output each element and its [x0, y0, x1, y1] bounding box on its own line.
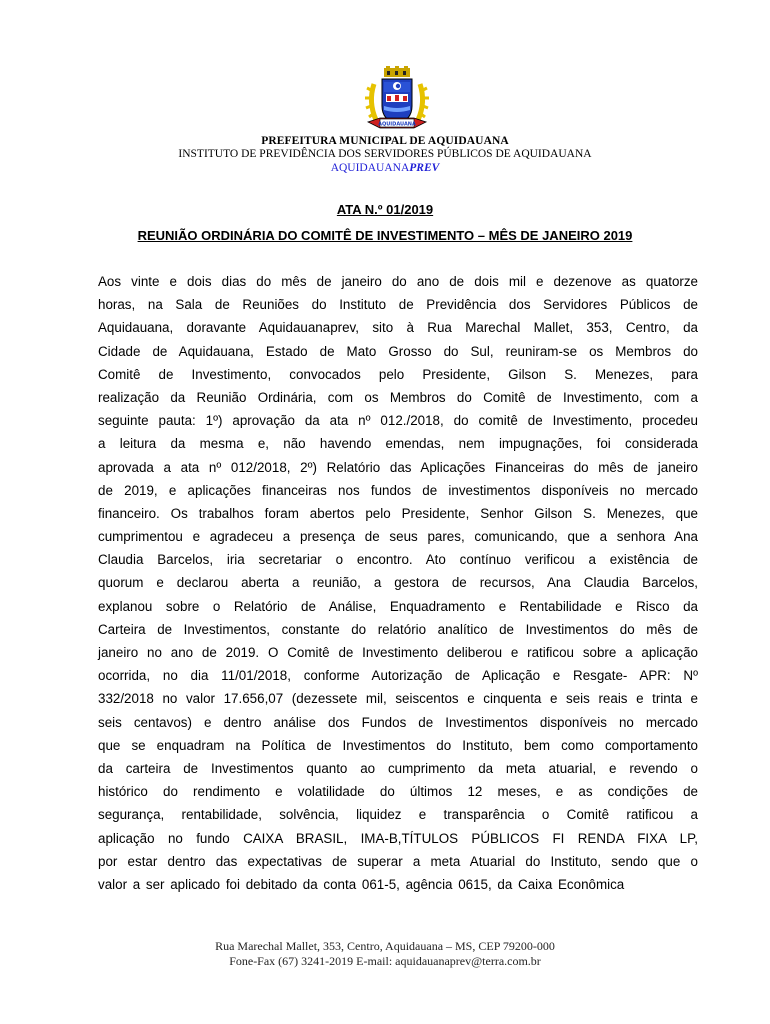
footer-address: Rua Marechal Mallet, 353, Centro, Aquidauana – MS, CEP 79200-000 [215, 939, 555, 953]
body-line: cumprimentou e agradeceu a presença de seus pares, comunicando, que a senhora Ana [98, 529, 698, 545]
body-line: horas, na Sala de Reuniões do Instituto de Previdência dos Servidores Públicos de [98, 297, 698, 313]
body-line: seis centavos) e dentro análise dos Fundos de Investimentos disponíveis no mercado [98, 714, 698, 730]
instituto-name: INSTITUTO DE PREVIDÊNCIA DOS SERVIDORES PÚBLICOS DE AQUIDAUANA [178, 148, 592, 160]
body-line: a leitura da mesma e, não havendo emendas, nem impugnações, foi considerada [98, 436, 698, 452]
body-line: financeiro. Os trabalhos foram abertos pelo Presidente, Senhor Gilson S. Menezes, que [98, 505, 698, 521]
body-line: histórico do rendimento e volatilidade do últimos 12 meses, e as condições de [98, 784, 698, 800]
footer-contact: Fone-Fax (67) 3241-2019 E-mail: aquidauanaprev@terra.com.br [229, 954, 541, 968]
body-line: janeiro no ano de 2019. O Comitê de Investimento deliberou e ratificou sobre a aplicação [98, 645, 698, 660]
municipal-coat-of-arms-icon [362, 66, 432, 136]
body-line: explanou sobre o Relatório de Análise, Enquadramento e Rentabilidade e Risco da [98, 598, 698, 614]
body-line: Aos vinte e dois dias do mês de janeiro do ano de dois mil e dezenove as quatorze [98, 274, 698, 289]
document-title: ATA N.º 01/2019 [336, 202, 434, 217]
body-line: 332/2018 no valor 17.656,07 (dezessete mil, seiscentos e cinquenta e seis reais e trinta e [98, 691, 698, 707]
body-line: Carteira de Investimentos, constante do relatório analítico de Investimentos do mês de [98, 621, 698, 637]
document-subtitle: REUNIÃO ORDINÁRIA DO COMITÊ DE INVESTIMENTO – MÊS DE JANEIRO 2019 [137, 228, 633, 243]
body-line: realização da Reunião Ordinária, com os Membros do Comitê de Investimento, com a [98, 389, 698, 405]
body-line: segurança, rentabilidade, solvência, liquidez e transparência o Comitê ratificou a [98, 807, 698, 823]
crest-ribbon-text: AQUIDAUANA [378, 121, 416, 128]
body-line: quorum e declarou aberta a reunião, a gestora de recursos, Ana Claudia Barcelos, [98, 575, 698, 591]
body-line: seguinte pauta: 1º) aprovação da ata nº 012./2018, do comitê de Investimento, procedeu [98, 413, 698, 429]
body-line: aprovada a ata nº 012/2018, 2º) Relatório das Aplicações Financeiras do mês de janeiro [98, 459, 698, 475]
prefeitura-name: PREFEITURA MUNICIPAL DE AQUIDAUANA [261, 135, 509, 147]
acronym-main: AQUIDAUANA [330, 162, 410, 174]
body-line: aplicação no fundo CAIXA BRASIL, IMA-B,TÍTULOS PÚBLICOS FI RENDA FIXA LP, [98, 830, 698, 846]
body-line: valor a ser aplicado foi debitado da conta 061-5, agência 0615, da Caixa Econômica [98, 876, 625, 892]
body-line: por estar dentro das expectativas de superar a meta Atuarial do Instituto, sendo que o [98, 853, 698, 869]
body-line: Aquidauana, doravante Aquidauanaprev, sito à Rua Marechal Mallet, 353, Centro, da [98, 320, 698, 336]
instituto-acronym [0, 162, 770, 174]
body-line: Claudia Barcelos, iria secretariar o encontro. Ato contínuo verificou a existência de [98, 552, 698, 568]
body-line: Cidade de Aquidauana, Estado de Mato Grosso do Sul, reuniram-se os Membros do [98, 343, 698, 359]
body-line: que se enquadram na Política de Investimentos do Instituto, bem como comportamento [98, 737, 698, 753]
acronym-suffix: PREV [409, 162, 440, 174]
minutes-body [98, 270, 698, 896]
body-line: ocorrida, no dia 11/01/2018, conforme Autorização de Aplicação e Resgate- APR: Nº [98, 668, 698, 684]
body-line: da carteira de Investimentos quanto ao cumprimento da meta atuarial, e revendo o [98, 760, 698, 776]
body-line: Comitê de Investimento, convocados pelo Presidente, Gilson S. Menezes, para [98, 366, 698, 382]
body-line: de 2019, e aplicações financeiras nos fundos de investimentos disponíveis no mercado [98, 482, 698, 498]
